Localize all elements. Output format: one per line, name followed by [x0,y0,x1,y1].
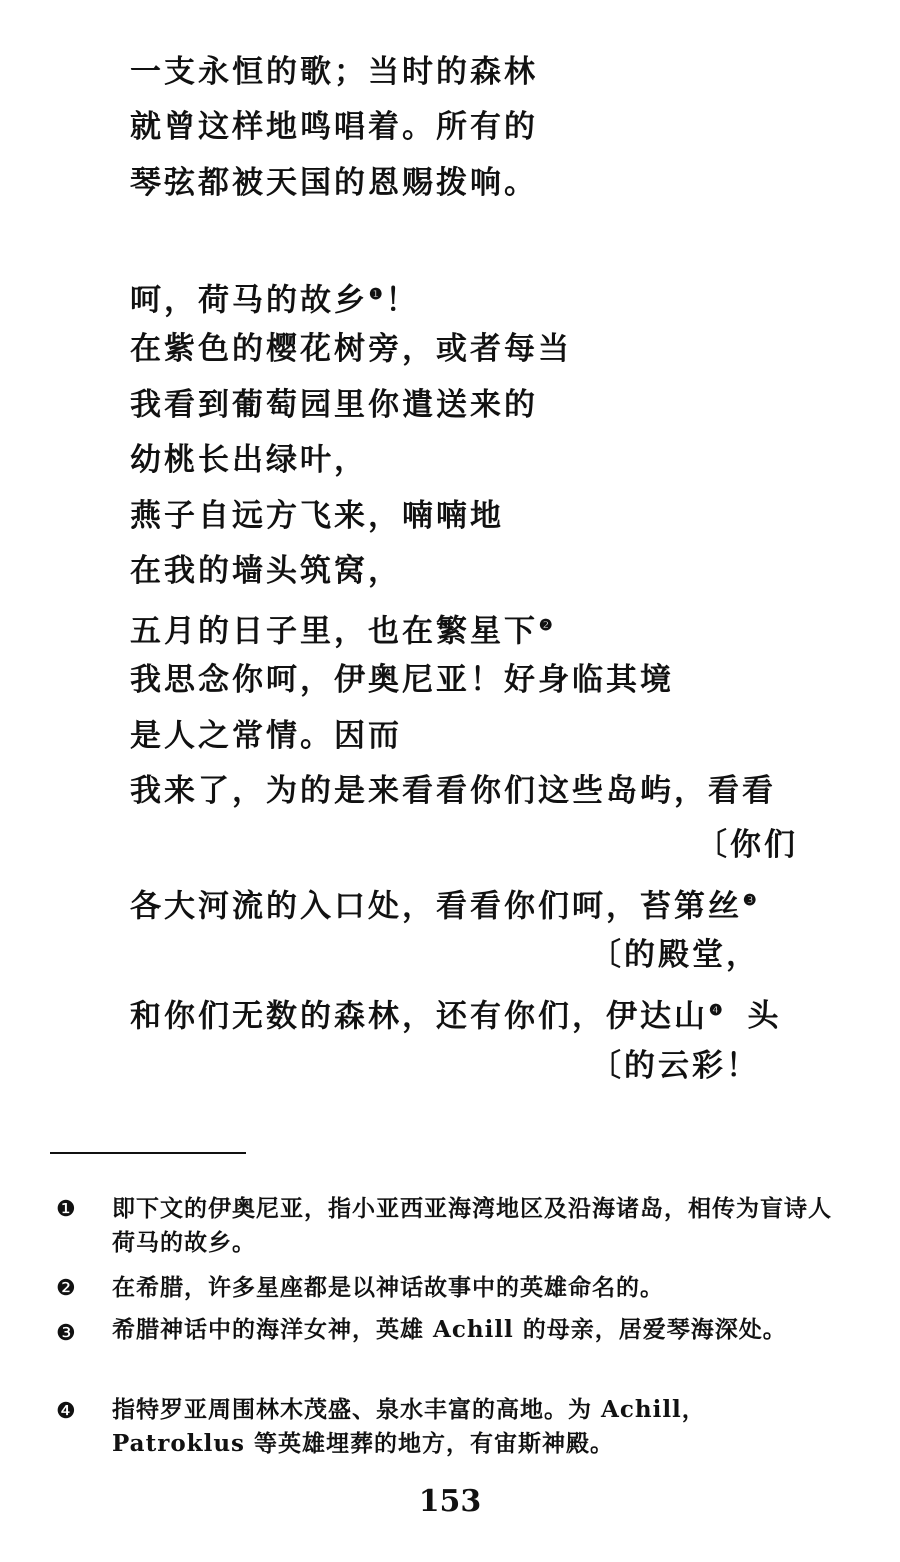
poem-text: 呵，荷马的故乡 [130,282,368,319]
poem-line: 一支永恒的歌；当时的森林 [130,54,538,90]
footnote-3: 希腊神话中的海洋女神，英雄 Achill 的母亲，居爱琴海深处。 [112,1316,787,1343]
poem-continuation: 〔的殿堂， [590,937,760,973]
footnote-marker-4: ❹ [56,1399,76,1424]
poem-line: 是人之常情。因而 [130,718,402,754]
poem-line: 我思念你呵，伊奥尼亚！好身临其境 [130,662,674,698]
footnote-4: 指特罗亚周围林木茂盛、泉水丰富的高地。为 Achill，Patroklus 等英雄埋葬的地方，有宙斯神殿。 [112,1396,706,1457]
footnote-divider [50,1152,246,1154]
poem-line: 我来了，为的是来看看你们这些岛屿，看看 [130,773,776,809]
footnote-ref-3: ❸ [743,891,760,909]
poem-continuation: 〔你们 [696,827,798,863]
footnote-ref-1: ❶ [369,285,386,303]
poem-text: 和你们无数的森林，还有你们，伊达山 [130,998,708,1035]
poem-continuation: 〔的云彩！ [590,1048,760,1084]
poem-line: 在我的墙头筑窝， [130,553,402,589]
footnote-marker-1: ❶ [56,1197,76,1222]
footnote-ref-2: ❷ [539,616,556,634]
poem-line: 就曾这样地鸣唱着。所有的 [130,109,538,145]
poem-line: 我看到葡萄园里你遣送来的 [130,387,538,423]
poem-line [130,990,781,1036]
poem-text: 五月的日子里，也在繁星下 [130,613,538,650]
poem-line [130,274,419,320]
page-number: 153 [418,1484,482,1519]
footnote-marker-3: ❸ [56,1321,76,1346]
poem-text: 各大河流的入口处，看看你们呵，苔第丝 [130,888,742,925]
poem-line: 幼桃长出绿叶， [130,442,368,478]
poem-line [130,880,759,926]
footnote-ref-4: ❹ [709,1001,726,1019]
footnote-marker-2: ❷ [56,1276,76,1301]
footnote-2: 在希腊，许多星座都是以神话故事中的英雄命名的。 [112,1274,664,1301]
poem-line [130,605,555,651]
poem-line: 在紫色的樱花树旁，或者每当 [130,331,572,367]
poem-text: ！ [385,282,420,319]
poem-text: 头 [747,998,782,1035]
footnote-1: 即下文的伊奥尼亚，指小亚西亚海湾地区及沿海诸岛，相传为盲诗人荷马的故乡。 [112,1195,832,1256]
poem-line: 燕子自远方飞来，喃喃地 [130,498,504,534]
poem-line: 琴弦都被天国的恩赐拨响。 [130,165,538,201]
